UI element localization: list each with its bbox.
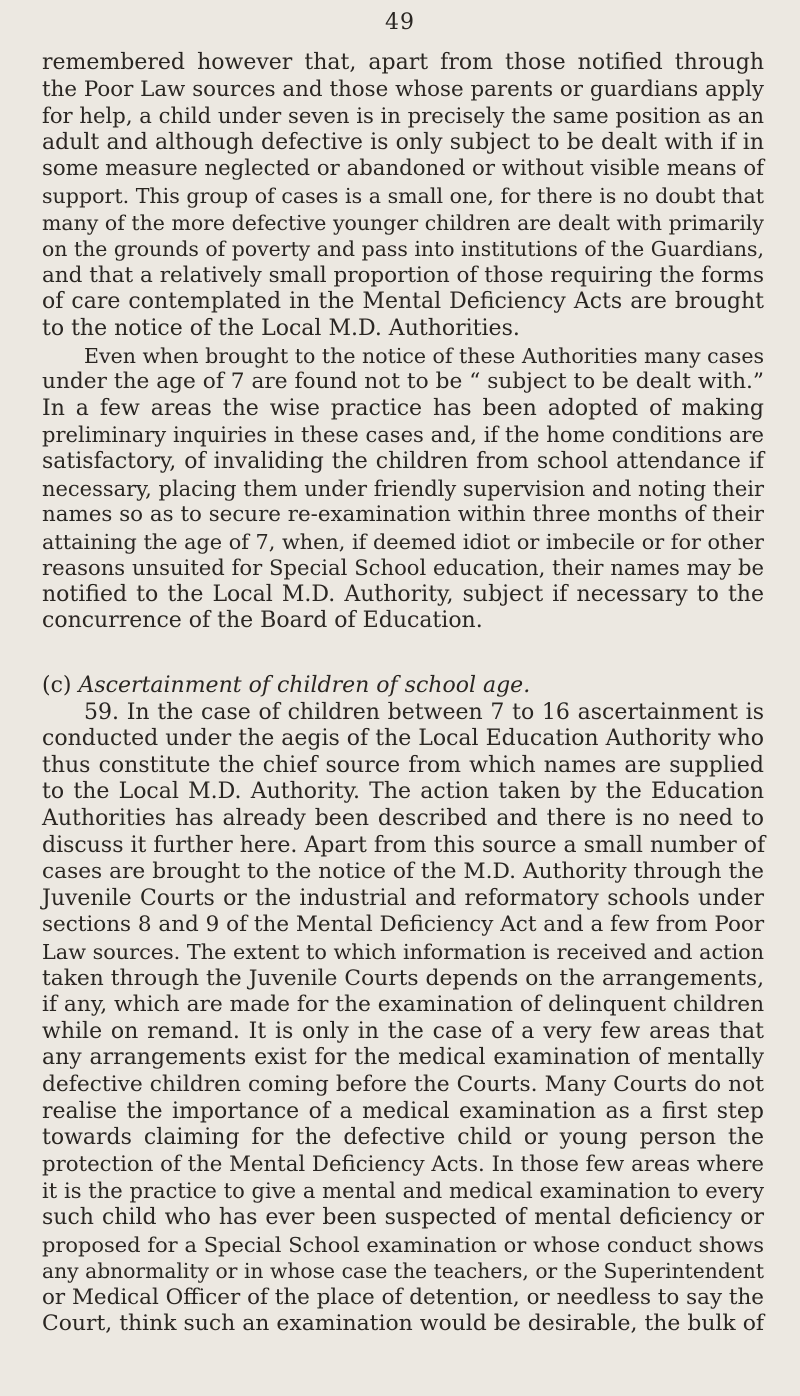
section-heading	[42, 673, 764, 700]
text-line: taken through the Juvenile Courts depends on the arrangements,	[42, 965, 764, 991]
text-line: or Medical Officer of the place of detention, or needless to say the	[42, 1284, 764, 1310]
text-line: for help, a child under seven is in precisely the same position as an	[42, 103, 764, 129]
text-line: Authorities has already been described and there is no need to	[42, 806, 764, 832]
text-line: satisfactory, of invaliding the children from school attendance if	[42, 448, 764, 474]
text-line: some measure neglected or abandoned or without visible means of	[42, 156, 764, 182]
text-line: thus constitute the chief source from which names are supplied	[42, 752, 764, 778]
section-heading-title: Ascertainment of children of school age.	[78, 673, 531, 699]
section-spacer	[42, 635, 764, 673]
text-line: if any, which are made for the examination of delinquent children	[42, 992, 765, 1018]
text-line: Even when brought to the notice of these Authorities many cases	[84, 343, 764, 368]
text-line: to the notice of the Local M.D. Authorities.	[42, 315, 520, 341]
page-number: 49	[385, 10, 415, 35]
text-line: realise the importance of a medical examination as a first step	[42, 1098, 764, 1124]
text-line: support. This group of cases is a small one, for there is no doubt that	[42, 183, 764, 208]
text-line: proposed for a Special School examination or whose conduct shows	[42, 1232, 764, 1257]
paragraph-under-age-seven	[42, 343, 764, 636]
paragraph-59	[42, 700, 764, 1338]
text-line: attaining the age of 7, when, if deemed idiot or imbecile or for other	[42, 529, 764, 554]
text-line: concurrence of the Board of Education.	[42, 608, 483, 634]
text-line: names so as to secure re-examination within three months of their	[42, 502, 764, 528]
text-line: notified to the Local M.D. Authority, subject if necessary to the	[42, 581, 764, 607]
text-line: 59. In the case of children between 7 to 16 ascertainment is	[84, 699, 764, 725]
text-line: In a few areas the wise practice has been adopted of making	[42, 395, 764, 421]
text-line: reasons unsuited for Special School education, their names may be	[42, 555, 764, 581]
text-line: many of the more defective younger children are dealt with primarily	[42, 210, 764, 235]
text-line: preliminary inquiries in these cases and, if the home conditions are	[42, 422, 764, 448]
text-line: any abnormality or in whose case the teachers, or the Superintendent	[42, 1259, 764, 1284]
text-line: adult and although defective is only subject to be dealt with if in	[42, 129, 764, 155]
text-line: on the grounds of poverty and pass into institutions of the Guardians,	[42, 237, 764, 262]
text-line: to the Local M.D. Authority. The action taken by the Education	[42, 779, 764, 805]
text-line: Court, think such an examination would be desirable, the bulk of	[42, 1311, 764, 1337]
text-line: Law sources. The extent to which information is received and action	[42, 940, 765, 964]
text-line: and that a relatively small proportion of those requiring the forms	[42, 262, 764, 288]
text-line: protection of the Mental Deficiency Acts. In those few areas where	[42, 1151, 764, 1177]
text-line: sections 8 and 9 of the Mental Deficiency Act and a few from Poor	[42, 912, 765, 938]
body-text	[42, 50, 764, 1338]
text-line: conducted under the aegis of the Local Education Authority who	[42, 726, 764, 752]
text-line: the Poor Law sources and those whose parents or guardians apply	[42, 76, 764, 102]
text-line: towards claiming for the defective child or young person the	[42, 1125, 764, 1151]
text-line: remembered however that, apart from those notified through	[42, 50, 764, 75]
section-heading-label: (c)	[42, 673, 72, 699]
text-line: of care contemplated in the Mental Deficiency Acts are brought	[42, 289, 764, 315]
text-line: discuss it further here. Apart from this source a small number of	[42, 832, 766, 858]
text-line: any arrangements exist for the medical examination of mentally	[42, 1045, 764, 1071]
text-line: cases are brought to the notice of the M.D. Authority through the	[42, 859, 764, 885]
text-line: defective children coming before the Courts. Many Courts do not	[42, 1071, 764, 1097]
text-line: under the age of 7 are found not to be “ subject to be dealt with.”	[42, 369, 764, 395]
paragraph-poor-law-sources	[42, 50, 764, 343]
text-line: necessary, placing them under friendly supervision and noting their	[42, 476, 764, 501]
text-line: such child who has ever been suspected of mental deficiency or	[42, 1204, 764, 1230]
text-line: it is the practice to give a mental and medical examination to every	[42, 1178, 764, 1204]
text-line: while on remand. It is only in the case of a very few areas that	[42, 1018, 764, 1044]
text-line: Juvenile Courts or the industrial and reformatory schools under	[42, 885, 764, 911]
